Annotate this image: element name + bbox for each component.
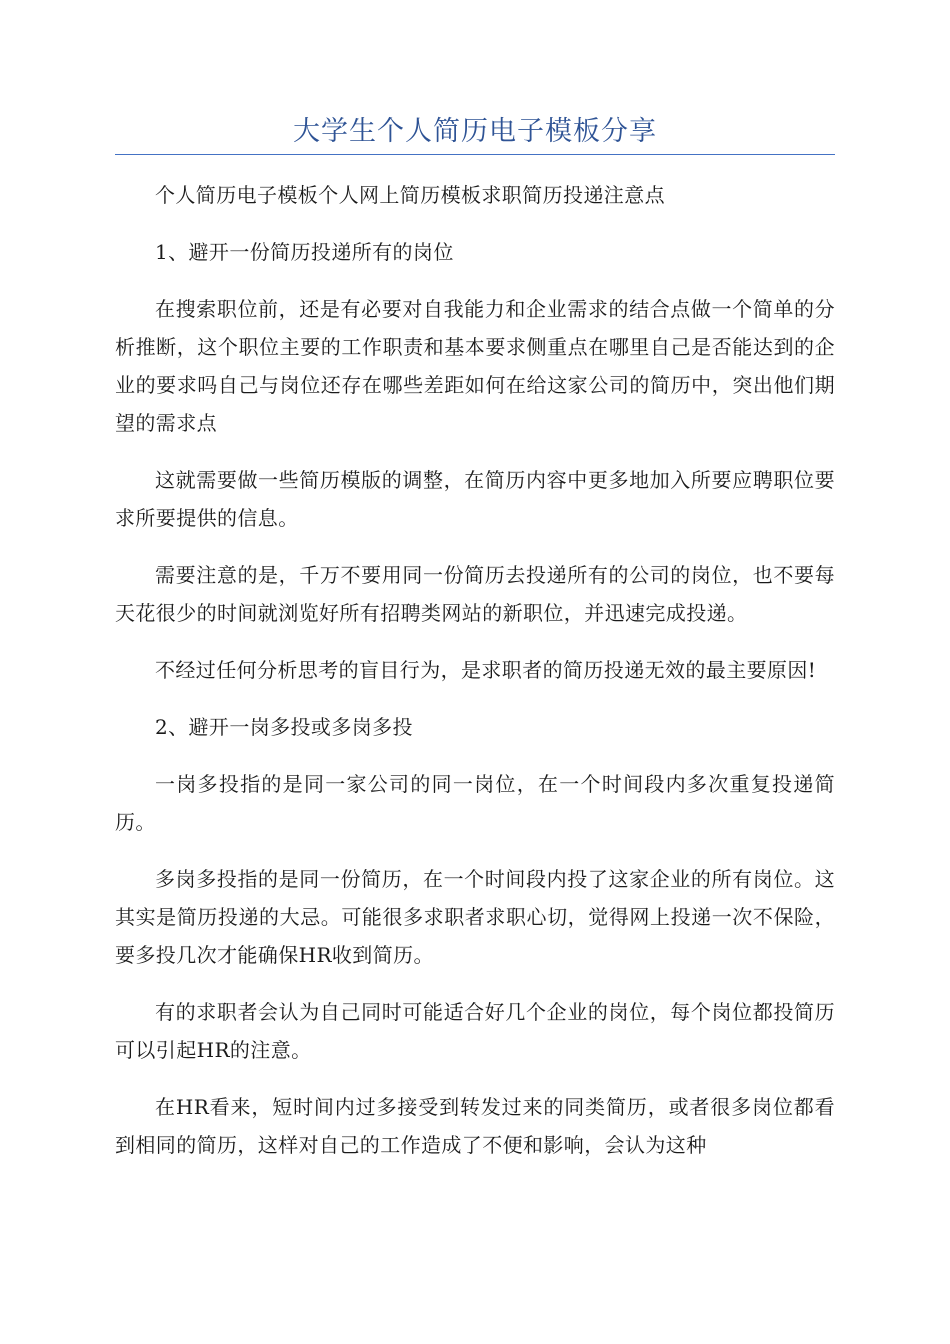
paragraph: 在HR看来，短时间内过多接受到转发过来的同类简历，或者很多岗位都看到相同的简历，这样对自己的工作造成了不便和影响，会认为这种: [115, 1095, 835, 1157]
paragraph: 一岗多投指的是同一家公司的同一岗位，在一个时间段内多次重复投递简历。: [115, 772, 835, 834]
paragraph: 多岗多投指的是同一份简历，在一个时间段内投了这家企业的所有岗位。这其实是简历投递的大忌。可能很多求职者求职心切，觉得网上投递一次不保险，要多投几次才能确保HR收到简历。: [115, 867, 835, 967]
paragraph: 需要注意的是，千万不要用同一份简历去投递所有的公司的岗位，也不要每天花很少的时间就浏览好所有招聘类网站的新职位，并迅速完成投递。: [115, 563, 835, 625]
document-body: [115, 176, 835, 1183]
section-heading-1: 1、避开一份简历投递所有的岗位: [155, 240, 454, 264]
paragraph: 在搜索职位前，还是有必要对自我能力和企业需求的结合点做一个简单的分析推断，这个职位主要的工作职责和基本要求侧重点在哪里自己是否能达到的企业的要求吗自己与岗位还存在哪些差距如何在给这家公司的简历中，突出他们期望的需求点: [115, 297, 835, 435]
title-underline: [115, 154, 835, 155]
paragraph: 这就需要做一些简历模版的调整，在简历内容中更多地加入所要应聘职位要求所要提供的信息。: [115, 468, 835, 530]
document-title: 大学生个人简历电子模板分享: [293, 116, 657, 147]
paragraph-subtitle: 个人简历电子模板个人网上简历模板求职简历投递注意点: [155, 183, 665, 207]
paragraph: 有的求职者会认为自己同时可能适合好几个企业的岗位，每个岗位都投简历可以引起HR的注意。: [115, 1000, 835, 1062]
section-heading-2: 2、避开一岗多投或多岗多投: [155, 715, 413, 739]
paragraph: 不经过任何分析思考的盲目行为，是求职者的简历投递无效的最主要原因!: [155, 658, 817, 682]
